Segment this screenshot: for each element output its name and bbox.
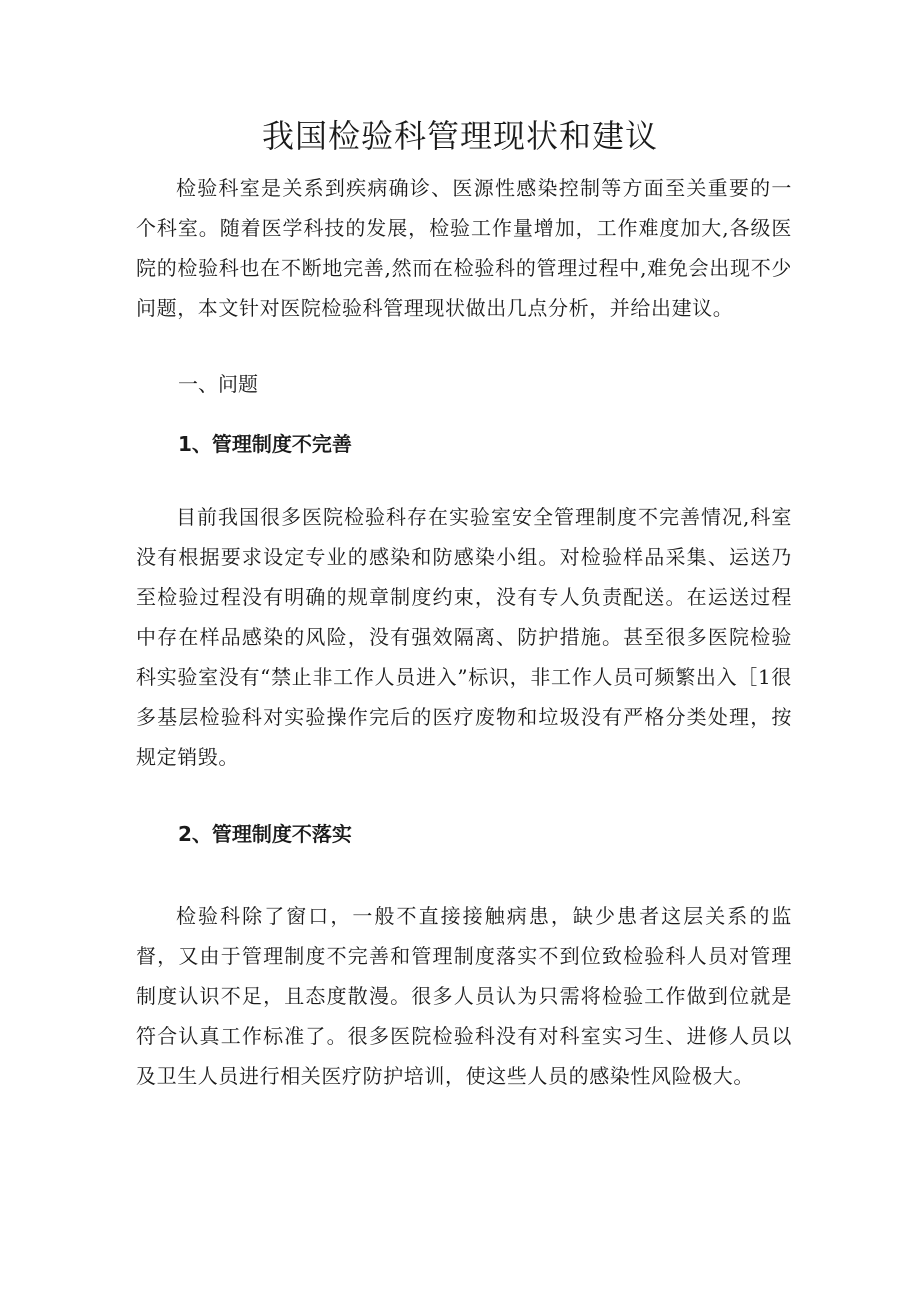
- subsection-heading-2: 2、管理制度不落实: [178, 822, 352, 846]
- subsection-1-paragraph: 目前我国很多医院检验科存在实验室安全管理制度不完善情况,科室没有根据要求设定专业的感染和防感染小组。对检验样品采集、运送乃至检验过程没有明确的规章制度约束，没有专人负责配送。在运送过程中存在样品感染的风险，没有强效隔离、防护措施。甚至很多医院检验科实验室没有“禁止非工作人员进入”标识，非工作人员可频繁出入［1很多基层检验科对实验操作完后的医疗废物和垃圾没有严格分类处理，按规定销毁。: [136, 505, 792, 769]
- subsection-2-paragraph: 检验科除了窗口，一般不直接接触病患，缺少患者这层关系的监督，又由于管理制度不完善和管理制度落实不到位致检验科人员对管理制度认识不足，且态度散漫。很多人员认为只需将检验工作做到位就是符合认真工作标准了。很多医院检验科没有对科室实习生、进修人员以及卫生人员进行相关医疗防护培训，使这些人员的感染性风险极大。: [136, 904, 792, 1088]
- document-title: 我国检验科管理现状和建议: [261, 117, 658, 155]
- section-heading-problems: 一、问题: [178, 372, 258, 396]
- subsection-heading-1: 1、管理制度不完善: [178, 432, 352, 456]
- intro-paragraph: 检验科室是关系到疾病确诊、医源性感染控制等方面至关重要的一个科室。随着医学科技的发展，检验工作量增加，工作难度加大,各级医院的检验科也在不断地完善,然而在检验科的管理过程中,难免会出现不少问题，本文针对医院检验科管理现状做出几点分析，并给出建议。: [136, 176, 792, 320]
